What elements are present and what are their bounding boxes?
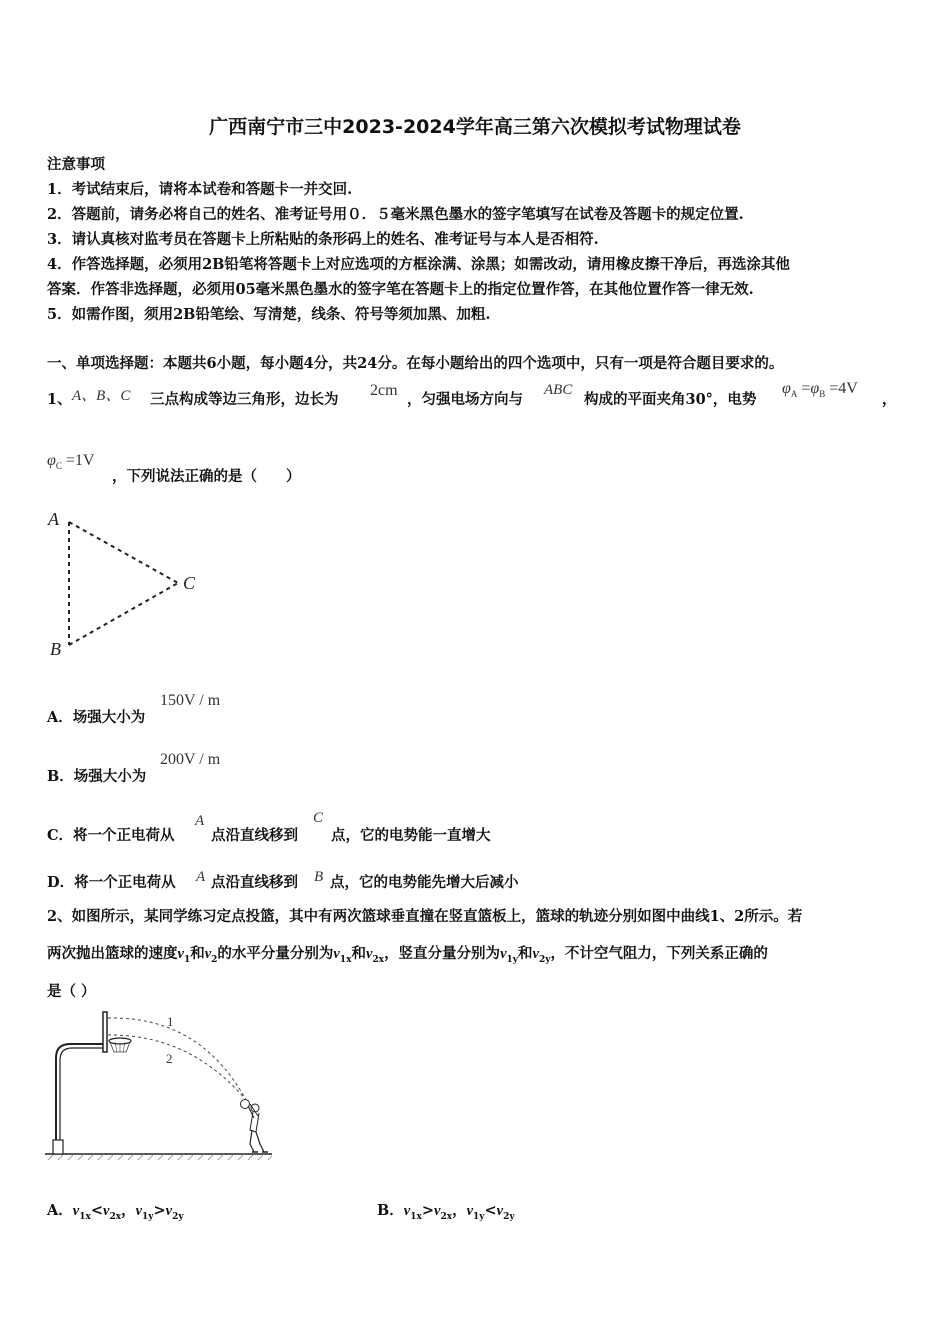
q2-option-a: A．$v_{1x}<v_{2x}$，$v_{1y}>v_{2y}$ [47, 1202, 184, 1222]
q1-triangle-figure [40, 505, 220, 665]
q1-option-a-text: A．场强大小为 [47, 709, 146, 726]
q1-option-a-value: 150V / m [160, 692, 221, 709]
notice-item-4: 4．作答选择题，必须用2B铅笔将答题卡上对应选项的方框涂满、涂黑；如需改动，请用橡皮擦干净后，再选涂其他 [47, 256, 790, 273]
q1-option-c-post: 点，它的电势能一直增大 [331, 827, 491, 844]
notice-item-2: 2．答题前，请务必将自己的姓名、准考证号用０．５毫米黑色墨水的签字笔填写在试卷及答题卡的规定位置. [47, 206, 744, 223]
q1-option-b-value: 200V / m [160, 751, 221, 768]
notice-item-3: 3．请认真核对监考员在答题卡上所粘贴的条形码上的姓名、准考证号与本人是否相符. [47, 231, 599, 248]
section-heading: 一、单项选择题：本题共6小题，每小题4分，共24分。在每小题给出的四个选项中，只有一项是符合题目要求的。 [47, 355, 784, 372]
q1-option-c-point-c: C [313, 810, 324, 826]
q2-basketball-figure [40, 1008, 280, 1168]
q1-option-d-post: 点，它的电势能先增大后减小 [330, 874, 519, 891]
notice-item-1: 1．考试结束后，请将本试卷和答题卡一并交回. [47, 181, 353, 198]
q2-line-1: 2、如图所示，某同学练习定点投篮，其中有两次篮球垂直撞在竖直篮板上，篮球的轨迹分别如图中曲线1、2所示。若 [47, 908, 803, 925]
q2-line-2: 两次抛出篮球的速度$v_1$和$v_2$的水平分量分别为$v_{1x}$和$v_{2x}$，竖直分量分别为$v_{1y}$和$v_{2y}$，不计空气阻力，下列关系正确的 [47, 945, 768, 965]
curve-label-1: 1 [167, 1014, 174, 1029]
q1-text-1: 三点构成等边三角形，边长为 [150, 391, 339, 408]
q1-text-2: ，匀强电场方向与 [407, 391, 523, 408]
q1-option-c-text: C．将一个正电荷从 [47, 827, 175, 844]
q1-option-c-point-a: A [195, 813, 205, 829]
q1-option-d-mid: 点沿直线移到 [211, 874, 298, 891]
vertex-label-c: C [183, 573, 196, 593]
q1-plane: ABC [544, 382, 573, 398]
q1-option-d-text: D．将一个正电荷从 [47, 874, 176, 891]
page-title: 广西南宁市三中2023-2024学年高三第六次模拟考试物理试卷 [209, 116, 741, 138]
notice-heading: 注意事项 [47, 156, 105, 173]
curve-label-2: 2 [166, 1051, 173, 1066]
q1-potential-ab: $\varphi_A =\varphi_B =4V$ [782, 380, 858, 400]
q1-side-length: 2cm [370, 382, 398, 399]
vertex-label-b: B [50, 639, 61, 659]
q1-option-b-text: B．场强大小为 [47, 768, 147, 785]
notice-item-4-cont: 答案．作答非选择题，必须用05毫米黑色墨水的签字笔在答题卡上的指定位置作答，在其他位置作答一律无效. [47, 281, 754, 298]
notice-item-5: 5．如需作图，须用2B铅笔绘、写清楚，线条、符号等须加黑、加粗. [47, 306, 491, 323]
q1-option-c-mid: 点沿直线移到 [211, 827, 298, 844]
q1-option-d-point-b: B [314, 869, 324, 885]
q1-option-d-point-a: A [196, 869, 206, 885]
q1-comma: ， [882, 391, 897, 408]
vertex-label-a: A [48, 509, 59, 529]
q2-option-b: B．$v_{1x}>v_{2x}$，$v_{1y}<v_{2y}$ [377, 1202, 515, 1222]
q1-text-3: 构成的平面夹角30°，电势 [584, 391, 757, 408]
q2-line-3: 是（ ） [47, 983, 96, 1000]
q1-text-4: ，下列说法正确的是（ ） [112, 468, 301, 485]
q1-points: A、B、C [72, 388, 131, 404]
q1-potential-c: $\varphi_C =1V$ [47, 452, 95, 472]
q1-number: 1、 [47, 391, 72, 408]
